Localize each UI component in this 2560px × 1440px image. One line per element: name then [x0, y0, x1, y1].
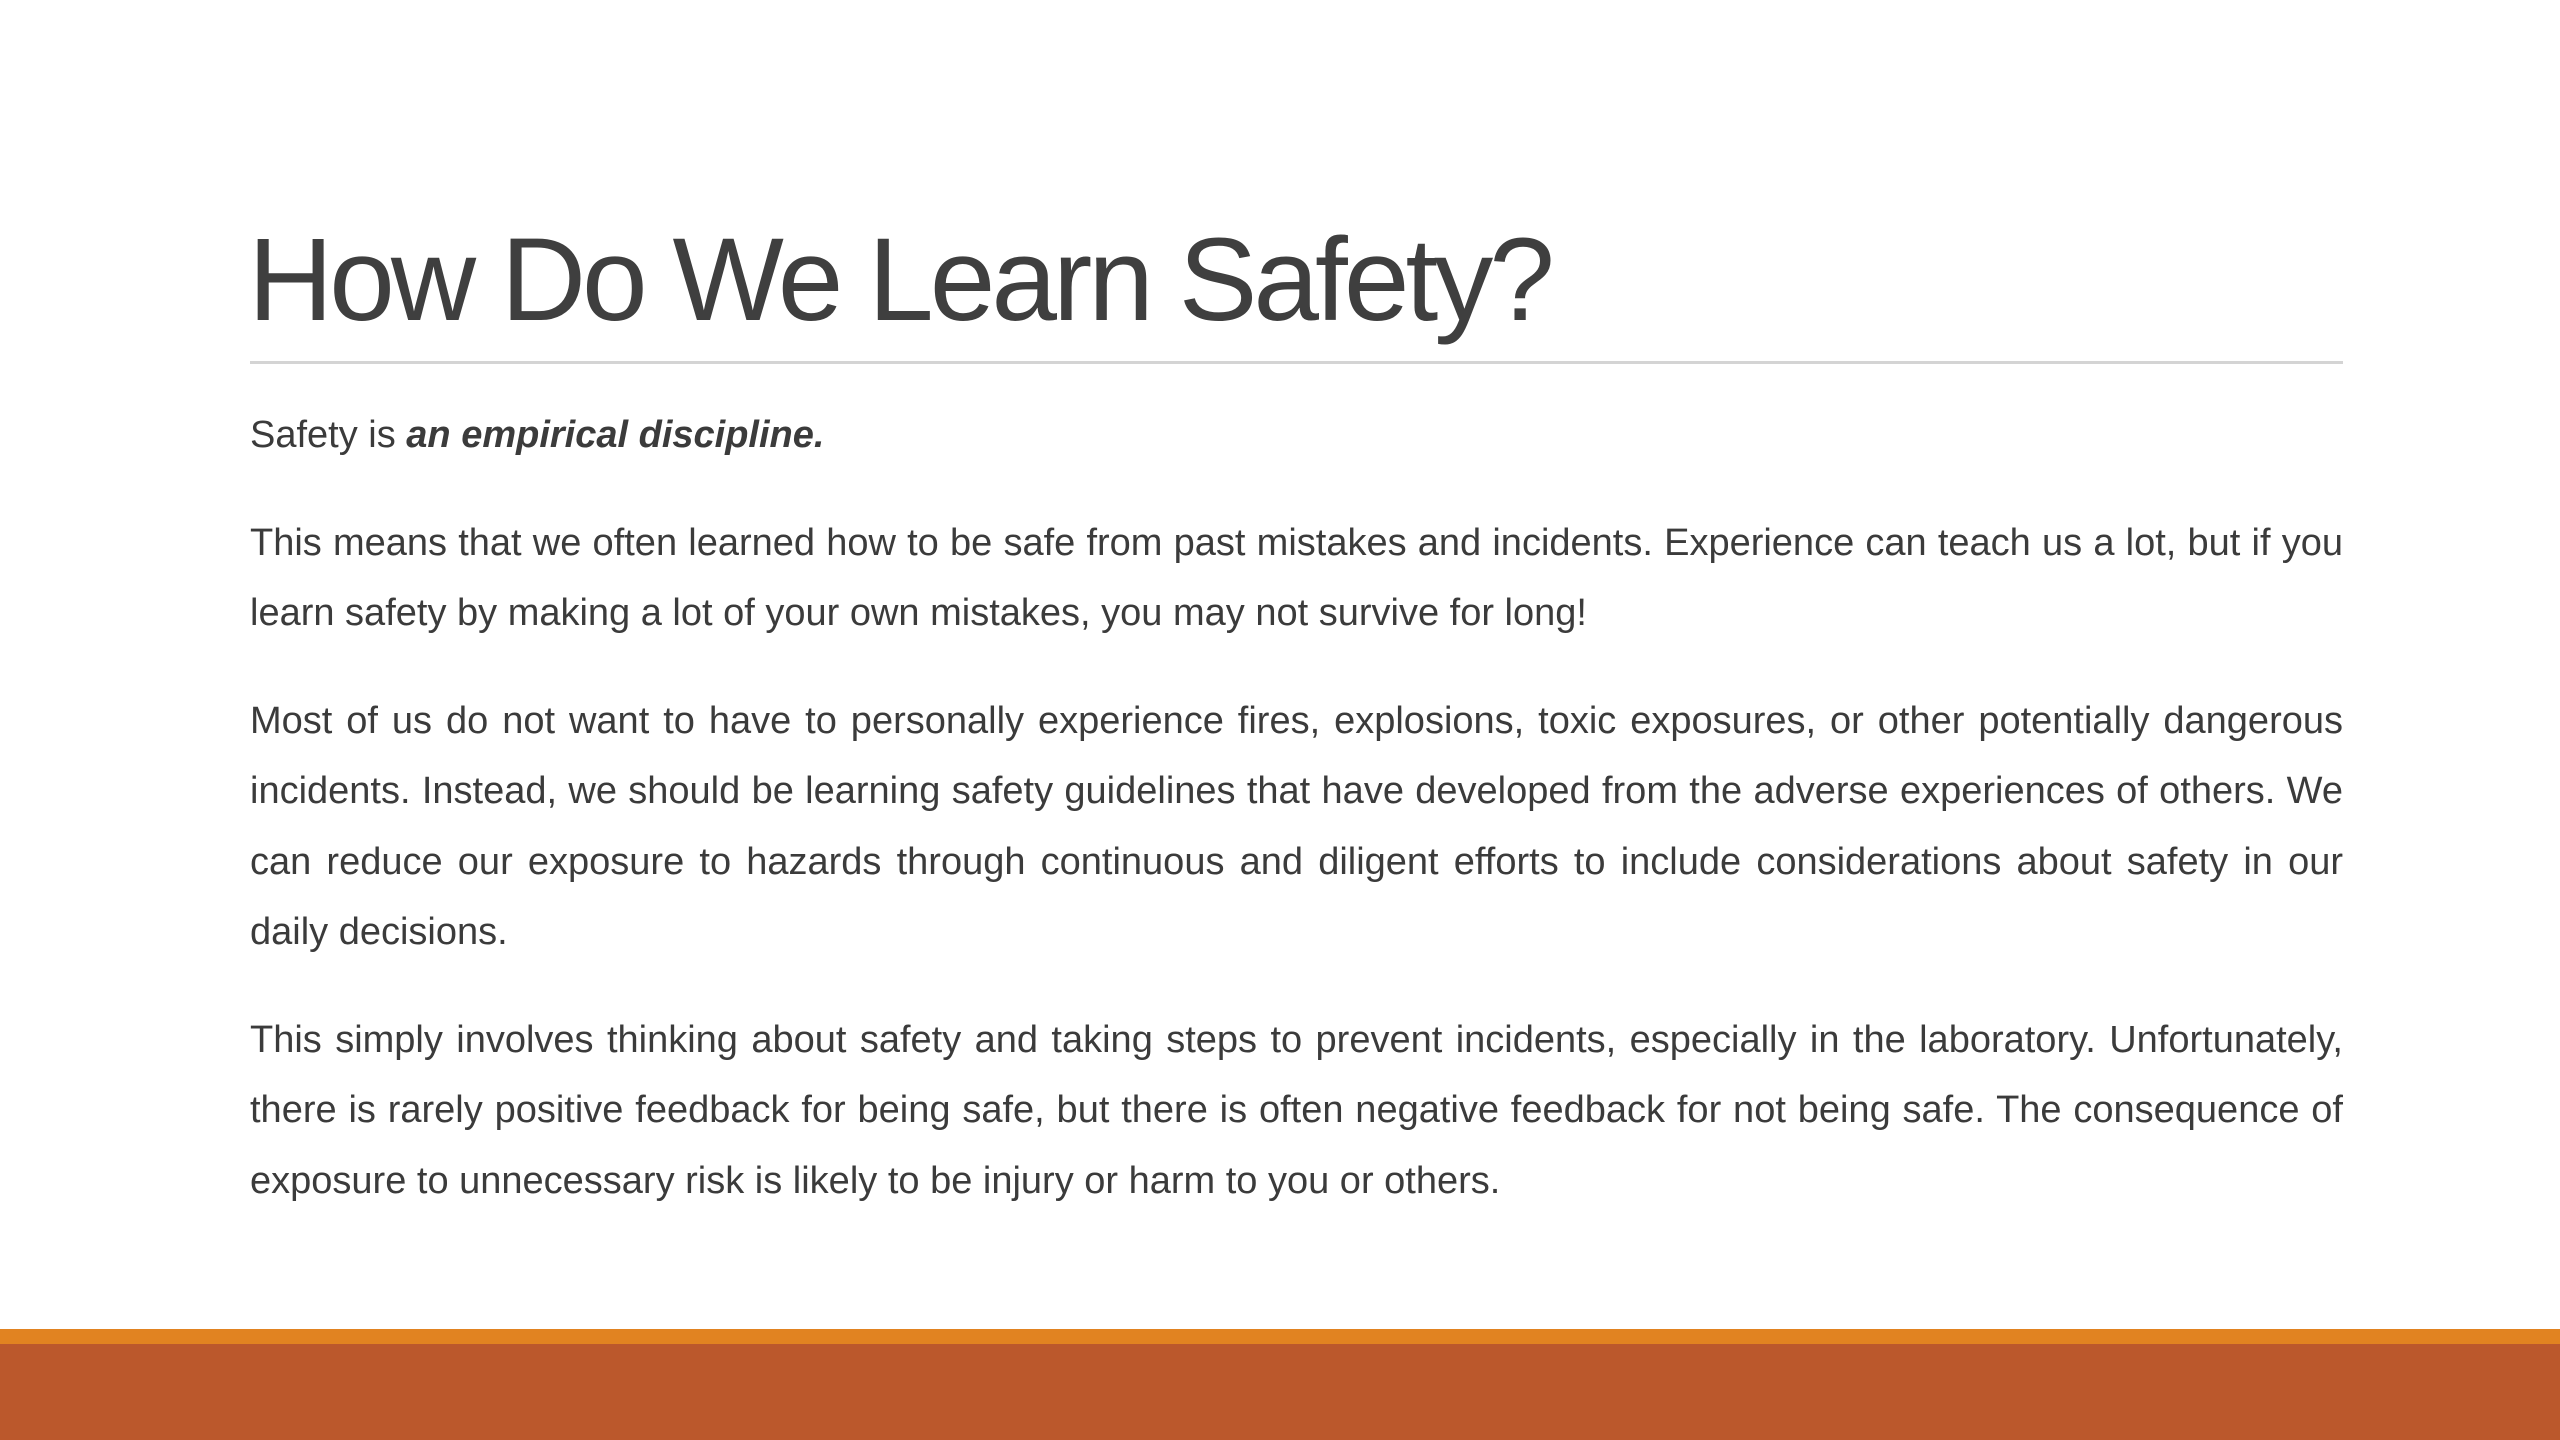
footer-band — [0, 1344, 2560, 1440]
title-divider — [250, 361, 2343, 364]
slide-body — [250, 400, 2343, 1253]
body-paragraph-2: Most of us do not want to have to personally experience fires, explosions, toxic exposures, or other potentially dangerous incidents. Instead, we should be learning safety guidelines that have developed from the adverse experiences of others. We can reduce our exposure to hazards through continuous and diligent efforts to include considerations about safety in our daily decisions. — [250, 699, 2343, 953]
body-paragraph-1: This means that we often learned how to be safe from past mistakes and incidents. Experience can teach us a lot, but if you learn safety by making a lot of your own mistakes, you may not survive for long! — [250, 521, 2343, 634]
footer-accent-band — [0, 1329, 2560, 1344]
intro-paragraph — [250, 400, 2343, 471]
intro-prefix: Safety is — [250, 414, 407, 456]
slide-title: How Do We Learn Safety? — [248, 214, 1551, 346]
intro-emphasis: an empirical discipline. — [406, 414, 825, 456]
body-paragraph-3: This simply involves thinking about safety and taking steps to prevent incidents, especially in the laboratory. Unfortunately, there is rarely positive feedback for being safe, but there is often negative feedback for not being safe. The consequence of exposure to unnecessary risk is likely to be injury or harm to you or others. — [250, 1018, 2343, 1202]
